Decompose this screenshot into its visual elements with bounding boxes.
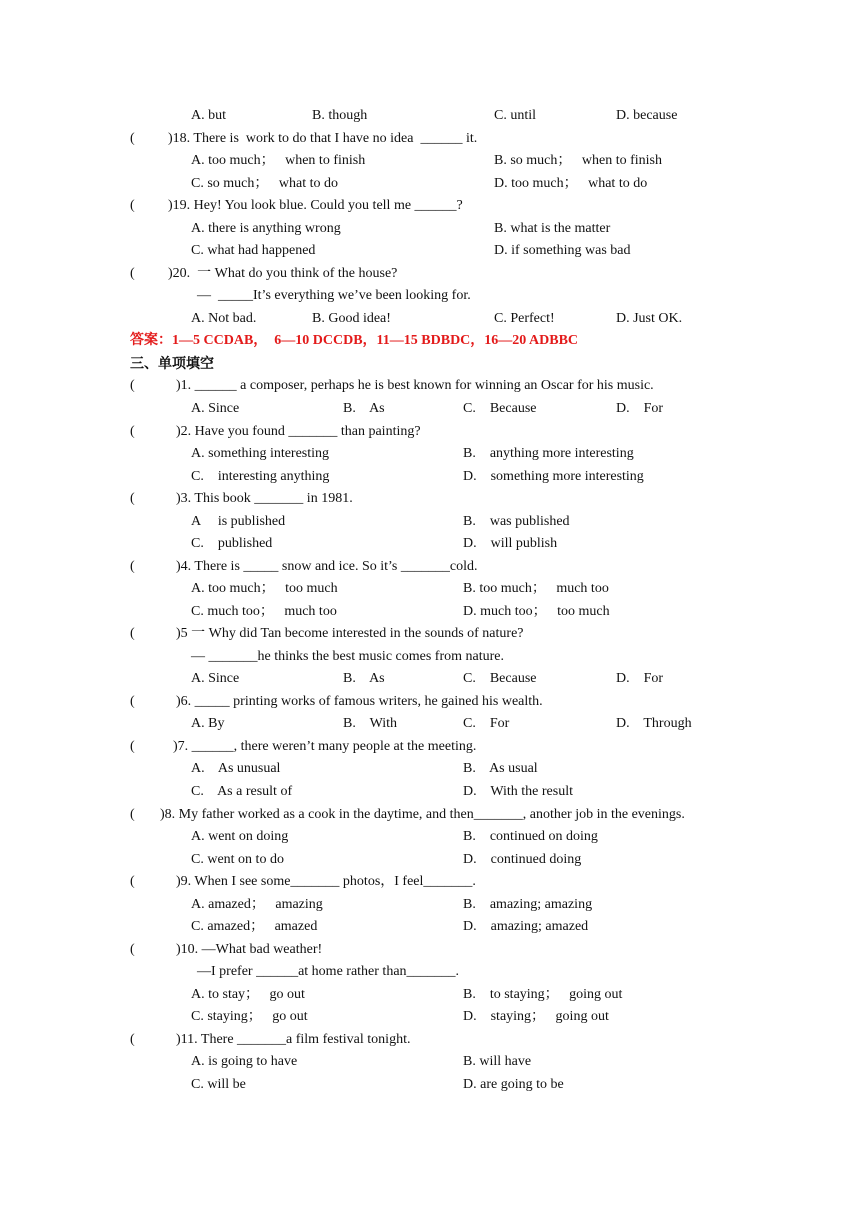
q10-reply: —I prefer ______at home rather than_______.	[197, 964, 460, 979]
q4-stem: )4. There is _____ snow and ice. So it’s _______cold.	[176, 559, 478, 574]
q1-option-b: B. As	[343, 401, 385, 416]
q18-option-a: A. too much； when to finish	[191, 153, 366, 168]
q10-paren: (	[130, 942, 135, 957]
q7-option-a: A. As unusual	[191, 761, 281, 776]
q17-option-b: B. though	[312, 108, 368, 123]
q7-option-c: C. As a result of	[191, 784, 293, 799]
q10-option-d: D. staying； going out	[463, 1009, 609, 1024]
q19-option-b: B. what is the matter	[494, 221, 611, 236]
q20-reply: — _____It’s everything we’ve been looking for.	[197, 288, 471, 303]
q1-option-d: D. For	[616, 401, 664, 416]
q7-option-b: B. As usual	[463, 761, 538, 776]
q17-option-a: A. but	[191, 108, 226, 123]
q9-stem: )9. When I see some_______ photos，I feel_______.	[176, 874, 476, 889]
q2-option-b: B. anything more interesting	[463, 446, 634, 461]
q9-option-d: D. amazing; amazed	[463, 919, 589, 934]
q2-option-a: A. something interesting	[191, 446, 330, 461]
q3-paren: (	[130, 491, 135, 506]
q8-option-d: D. continued doing	[463, 852, 582, 867]
q20-option-b: B. Good idea!	[312, 311, 391, 326]
q5-paren: (	[130, 626, 135, 641]
section-title: 三、单项填空	[130, 356, 214, 372]
q11-option-c: C. will be	[191, 1077, 246, 1092]
q1-option-c: C. Because	[463, 401, 537, 416]
q20-stem: )20. 一 What do you think of the house?	[168, 266, 398, 281]
q5-option-d: D. For	[616, 671, 664, 686]
q3-option-b: B. was published	[463, 514, 570, 529]
q8-option-a: A. went on doing	[191, 829, 289, 844]
q4-paren: (	[130, 559, 135, 574]
q18-option-c: C. so much； what to do	[191, 176, 338, 191]
q7-paren: (	[130, 739, 135, 754]
q7-option-d: D. With the result	[463, 784, 573, 799]
q4-option-c: C. much too； much too	[191, 604, 337, 619]
q7-stem: )7. ______, there weren’t many people at the meeting.	[173, 739, 477, 754]
q10-option-b: B. to staying； going out	[463, 987, 623, 1002]
q19-option-d: D. if something was bad	[494, 243, 631, 258]
q11-option-d: D. are going to be	[463, 1077, 564, 1092]
q5-option-c: C. Because	[463, 671, 537, 686]
q6-option-c: C. For	[463, 716, 510, 731]
q6-stem: )6. _____ printing works of famous writers, he gained his wealth.	[176, 694, 543, 709]
q11-paren: (	[130, 1032, 135, 1047]
q2-stem: )2. Have you found _______ than painting?	[176, 424, 421, 439]
q8-stem: )8. My father worked as a cook in the daytime, and then_______, another job in the evenings.	[160, 807, 685, 822]
q5-reply: — _______he thinks the best music comes from nature.	[191, 649, 504, 664]
q17-option-c: C. until	[494, 108, 537, 123]
q19-option-c: C. what had happened	[191, 243, 316, 258]
q20-option-d: D. Just OK.	[616, 311, 683, 326]
q9-paren: (	[130, 874, 135, 889]
q18-option-b: B. so much； when to finish	[494, 153, 662, 168]
q3-option-d: D. will publish	[463, 536, 558, 551]
answer-key: 答案：1—5 CCDAB， 6—10 DCCDB，11—15 BDBDC，16—20 ADBBC	[130, 333, 579, 348]
q3-option-c: C. published	[191, 536, 273, 551]
q8-option-c: C. went on to do	[191, 852, 284, 867]
q5-stem: )5 一 Why did Tan become interested in the sounds of nature?	[176, 626, 524, 641]
q5-option-b: B. As	[343, 671, 385, 686]
q3-option-a: A is published	[191, 514, 286, 529]
q8-paren: (	[130, 807, 135, 822]
q2-paren: (	[130, 424, 135, 439]
q9-option-a: A. amazed； amazing	[191, 897, 323, 912]
q20-paren: (	[130, 266, 135, 281]
q9-option-b: B. amazing; amazing	[463, 897, 593, 912]
q6-paren: (	[130, 694, 135, 709]
q20-option-c: C. Perfect!	[494, 311, 555, 326]
q10-option-c: C. staying； go out	[191, 1009, 308, 1024]
q18-paren: (	[130, 131, 135, 146]
q10-stem: )10. —What bad weather!	[176, 942, 323, 957]
q18-option-d: D. too much； what to do	[494, 176, 648, 191]
q6-option-a: A. By	[191, 716, 225, 731]
q4-option-d: D. much too； too much	[463, 604, 610, 619]
q11-stem: )11. There _______a film festival tonight.	[176, 1032, 411, 1047]
q6-option-d: D. Through	[616, 716, 692, 731]
q11-option-a: A. is going to have	[191, 1054, 298, 1069]
q17-option-d: D. because	[616, 108, 678, 123]
q10-option-a: A. to stay； go out	[191, 987, 305, 1002]
q5-option-a: A. Since	[191, 671, 240, 686]
q3-stem: )3. This book _______ in 1981.	[176, 491, 353, 506]
q1-option-a: A. Since	[191, 401, 240, 416]
q6-option-b: B. With	[343, 716, 398, 731]
q4-option-a: A. too much； too much	[191, 581, 338, 596]
q2-option-d: D. something more interesting	[463, 469, 644, 484]
q2-option-c: C. interesting anything	[191, 469, 330, 484]
q11-option-b: B. will have	[463, 1054, 532, 1069]
q1-stem: )1. ______ a composer, perhaps he is best known for winning an Oscar for his music.	[176, 378, 654, 393]
q18-stem: )18. There is work to do that I have no idea ______ it.	[168, 131, 478, 146]
q4-option-b: B. too much； much too	[463, 581, 609, 596]
q9-option-c: C. amazed； amazed	[191, 919, 318, 934]
q1-paren: (	[130, 378, 135, 393]
q19-option-a: A. there is anything wrong	[191, 221, 341, 236]
q19-stem: )19. Hey! You look blue. Could you tell me ______?	[168, 198, 463, 213]
q19-paren: (	[130, 198, 135, 213]
q8-option-b: B. continued on doing	[463, 829, 598, 844]
q20-option-a: A. Not bad.	[191, 311, 257, 326]
